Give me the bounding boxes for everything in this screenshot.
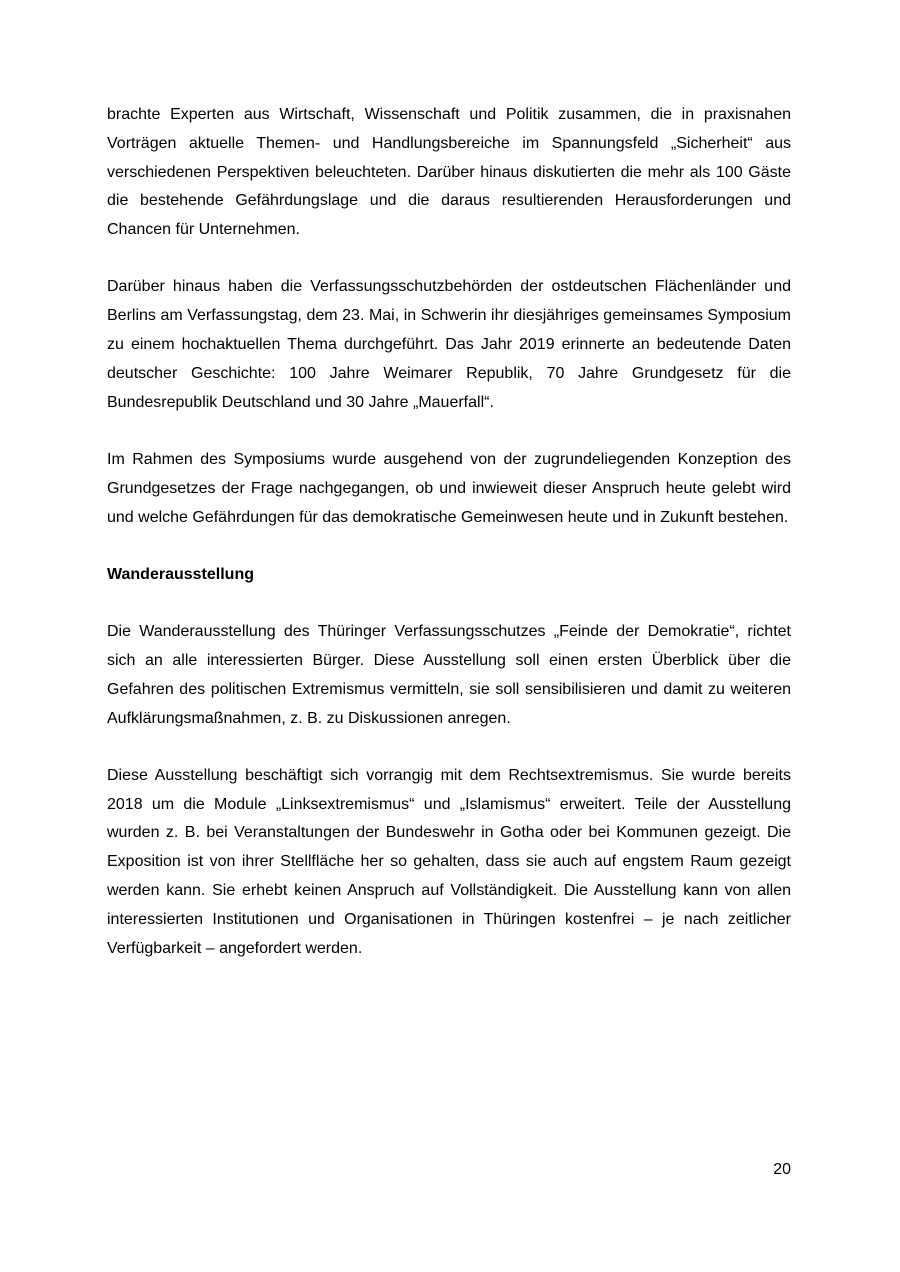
- paragraph-symposium-topic: Im Rahmen des Symposiums wurde ausgehend von der zugrundeliegenden Konzeption des Grundgesetzes der Frage nachgegangen, ob und inwieweit dieser Anspruch heute gelebt wird und welche Gefährdungen für das demokratische Gemeinwesen heute und in Zukunft bestehen.: [107, 450, 791, 526]
- paragraph-exhibition-intro: Die Wanderausstellung des Thüringer Verfassungsschutzes „Feinde der Demokratie“, richtet sich an alle interessierten Bürger. Diese Ausstellung soll einen ersten Überblick über die Gefahren des politischen Extremismus vermitteln, sie soll sensibilisieren und damit zu weiteren Aufklärungsmaßnahmen, z. B. zu Diskussionen anregen.: [107, 623, 791, 727]
- page-body: [107, 101, 791, 992]
- paragraph-expert-event: brachte Experten aus Wirtschaft, Wissenschaft und Politik zusammen, die in praxisnahen Vorträgen aktuelle Themen- und Handlungsbereiche im Spannungsfeld „Sicherheit“ aus verschiedenen Perspektiven beleuchteten. Darüber hinaus diskutierten die mehr als 100 Gäste die bestehende Gefährdungslage und die daraus resultierenden Herausforderungen und Chancen für Unternehmen.: [107, 106, 791, 239]
- page-number: 20: [773, 1161, 791, 1178]
- paragraph-symposium-schwerin: Darüber hinaus haben die Verfassungsschutzbehörden der ostdeutschen Flächenländer und Berlins am Verfassungstag, dem 23. Mai, in Schwerin ihr diesjähriges gemeinsames Symposium zu einem hochaktuellen Thema durchgeführt. Das Jahr 2019 erinnerte an bedeutende Daten deutscher Geschichte: 100 Jahre Weimarer Republik, 70 Jahre Grundgesetz für die Bundesrepublik Deutschland und 30 Jahre „Mauerfall“.: [107, 278, 791, 411]
- section-heading: Wanderausstellung: [107, 565, 254, 583]
- paragraph-exhibition-details: Diese Ausstellung beschäftigt sich vorrangig mit dem Rechtsextremismus. Sie wurde bereits 2018 um die Module „Linksextremismus“ und „Islamismus“ erweitert. Teile der Ausstellung wurden z. B. bei Veranstaltungen der Bundeswehr in Gotha oder bei Kommunen gezeigt. Die Exposition ist von ihrer Stellfläche her so gehalten, dass sie auch auf engstem Raum gezeigt werden kann. Sie erhebt keinen Anspruch auf Vollständigkeit. Die Ausstellung kann von allen interessierten Institutionen und Organisationen in Thüringen kostenfrei – je nach zeitlicher Verfügbarkeit – angefordert werden.: [107, 766, 791, 957]
